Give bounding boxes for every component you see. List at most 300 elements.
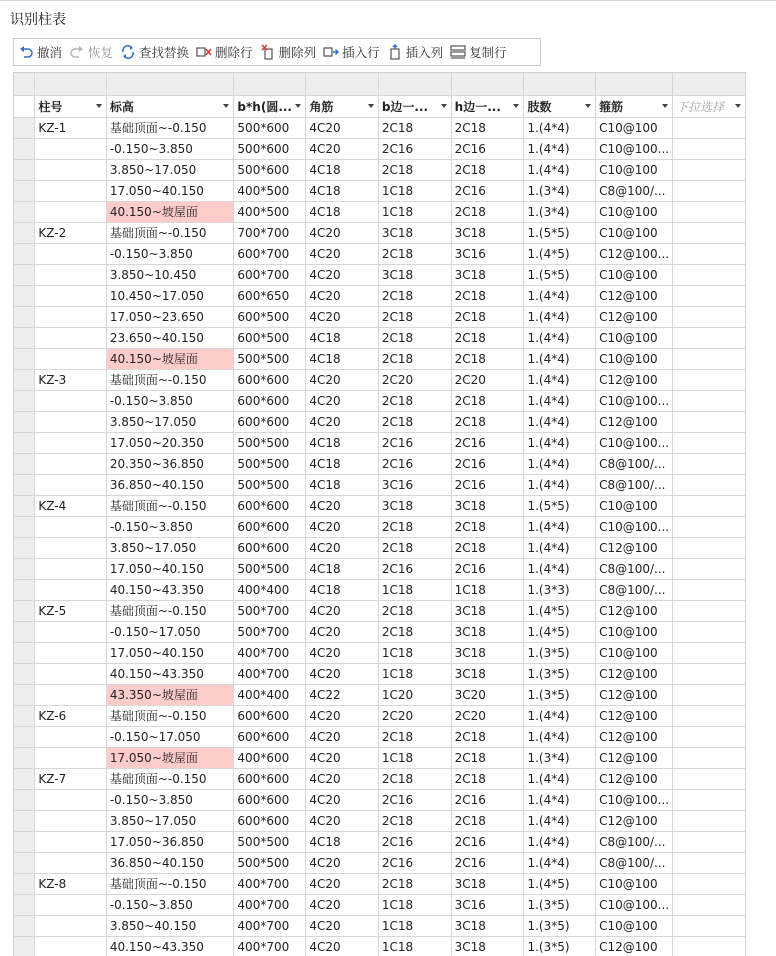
table-cell[interactable]: 43.350~坡屋面 bbox=[106, 684, 234, 705]
table-cell[interactable]: C10@100 bbox=[596, 264, 673, 285]
table-cell[interactable]: 4C20 bbox=[306, 600, 378, 621]
table-cell[interactable]: 1.(4*4) bbox=[524, 453, 596, 474]
table-cell[interactable]: 2C18 bbox=[451, 306, 524, 327]
table-cell[interactable]: 4C20 bbox=[306, 138, 378, 159]
table-cell[interactable]: 4C20 bbox=[306, 243, 378, 264]
table-row[interactable] bbox=[14, 705, 746, 726]
table-cell[interactable] bbox=[673, 663, 746, 684]
table-cell[interactable] bbox=[35, 537, 106, 558]
row-header[interactable] bbox=[14, 579, 35, 600]
table-cell[interactable]: 3C16 bbox=[451, 243, 524, 264]
table-row[interactable] bbox=[14, 390, 746, 411]
row-header[interactable] bbox=[14, 348, 35, 369]
table-cell[interactable] bbox=[35, 642, 106, 663]
table-cell[interactable]: 2C18 bbox=[451, 810, 524, 831]
table-row[interactable] bbox=[14, 180, 746, 201]
table-cell[interactable]: 600*600 bbox=[234, 705, 306, 726]
table-cell[interactable]: 2C16 bbox=[451, 453, 524, 474]
row-header[interactable] bbox=[14, 642, 35, 663]
table-cell[interactable] bbox=[35, 936, 106, 956]
table-cell[interactable]: 500*500 bbox=[234, 831, 306, 852]
table-cell[interactable]: 2C16 bbox=[378, 831, 451, 852]
table-cell[interactable]: 1.(3*4) bbox=[524, 180, 596, 201]
table-cell[interactable] bbox=[35, 684, 106, 705]
row-header[interactable] bbox=[14, 95, 35, 117]
table-cell[interactable] bbox=[35, 747, 106, 768]
table-cell[interactable]: 2C18 bbox=[451, 117, 524, 138]
table-cell[interactable] bbox=[673, 600, 746, 621]
table-cell[interactable]: 36.850~40.150 bbox=[106, 474, 234, 495]
table-cell[interactable]: 1.(4*5) bbox=[524, 873, 596, 894]
table-row[interactable] bbox=[14, 621, 746, 642]
table-cell[interactable]: 1.(4*4) bbox=[524, 705, 596, 726]
table-cell[interactable]: 600*650 bbox=[234, 285, 306, 306]
table-cell[interactable]: 10.450~17.050 bbox=[106, 285, 234, 306]
table-cell[interactable] bbox=[673, 726, 746, 747]
table-cell[interactable]: 500*500 bbox=[234, 852, 306, 873]
table-cell[interactable]: 4C20 bbox=[306, 936, 378, 956]
table-cell[interactable] bbox=[35, 894, 106, 915]
row-header[interactable] bbox=[14, 369, 35, 390]
table-row[interactable] bbox=[14, 936, 746, 956]
table-row[interactable] bbox=[14, 222, 746, 243]
table-cell[interactable]: 2C18 bbox=[451, 747, 524, 768]
table-cell[interactable]: 4C20 bbox=[306, 516, 378, 537]
table-cell[interactable]: 1.(4*4) bbox=[524, 474, 596, 495]
table-cell[interactable]: -0.150~17.050 bbox=[106, 726, 234, 747]
table-cell[interactable]: 3.850~17.050 bbox=[106, 537, 234, 558]
row-header[interactable] bbox=[14, 327, 35, 348]
table-cell[interactable]: 3.850~10.450 bbox=[106, 264, 234, 285]
table-cell[interactable]: KZ-2 bbox=[35, 222, 106, 243]
row-header[interactable] bbox=[14, 852, 35, 873]
table-cell[interactable]: C8@100/... bbox=[596, 831, 673, 852]
table-cell[interactable]: 500*500 bbox=[234, 558, 306, 579]
table-cell[interactable]: 4C20 bbox=[306, 663, 378, 684]
table-cell[interactable]: 700*700 bbox=[234, 222, 306, 243]
table-cell[interactable]: 3C16 bbox=[378, 474, 451, 495]
row-header[interactable] bbox=[14, 474, 35, 495]
table-cell[interactable]: 1C18 bbox=[378, 936, 451, 956]
table-cell[interactable]: 基础顶面~-0.150 bbox=[106, 600, 234, 621]
dropdown-arrow-icon[interactable] bbox=[662, 104, 668, 108]
table-cell[interactable]: C12@100 bbox=[596, 411, 673, 432]
row-header[interactable] bbox=[14, 138, 35, 159]
row-header[interactable] bbox=[14, 873, 35, 894]
row-header[interactable] bbox=[14, 621, 35, 642]
table-cell[interactable]: 4C20 bbox=[306, 537, 378, 558]
corner-cell[interactable] bbox=[14, 73, 35, 95]
table-cell[interactable] bbox=[35, 663, 106, 684]
table-row[interactable] bbox=[14, 915, 746, 936]
table-cell[interactable]: 1C18 bbox=[378, 747, 451, 768]
table-cell[interactable] bbox=[35, 306, 106, 327]
table-cell[interactable]: C12@100 bbox=[596, 810, 673, 831]
table-cell[interactable]: 1.(4*4) bbox=[524, 369, 596, 390]
table-cell[interactable]: C12@100 bbox=[596, 726, 673, 747]
table-cell[interactable]: 4C20 bbox=[306, 495, 378, 516]
table-cell[interactable]: C8@100/... bbox=[596, 474, 673, 495]
row-header[interactable] bbox=[14, 285, 35, 306]
table-cell[interactable]: 2C16 bbox=[378, 789, 451, 810]
table-cell[interactable]: 2C18 bbox=[378, 621, 451, 642]
table-cell[interactable] bbox=[35, 852, 106, 873]
row-header[interactable] bbox=[14, 495, 35, 516]
table-cell[interactable]: 4C20 bbox=[306, 117, 378, 138]
table-cell[interactable]: 3C18 bbox=[451, 663, 524, 684]
table-cell[interactable]: 2C18 bbox=[378, 600, 451, 621]
table-cell[interactable] bbox=[673, 852, 746, 873]
table-cell[interactable]: 1C18 bbox=[378, 180, 451, 201]
table-cell[interactable]: 500*500 bbox=[234, 474, 306, 495]
table-cell[interactable] bbox=[673, 159, 746, 180]
table-cell[interactable]: 17.050~40.150 bbox=[106, 558, 234, 579]
table-cell[interactable]: 3C18 bbox=[451, 915, 524, 936]
table-row[interactable] bbox=[14, 474, 746, 495]
row-header[interactable] bbox=[14, 936, 35, 956]
table-cell[interactable]: 2C18 bbox=[378, 810, 451, 831]
table-cell[interactable]: 1.(3*5) bbox=[524, 936, 596, 956]
table-cell[interactable]: 600*500 bbox=[234, 306, 306, 327]
table-cell[interactable]: 500*500 bbox=[234, 348, 306, 369]
row-header[interactable] bbox=[14, 768, 35, 789]
table-row[interactable] bbox=[14, 138, 746, 159]
table-cell[interactable]: 1C18 bbox=[378, 915, 451, 936]
table-cell[interactable]: 400*400 bbox=[234, 684, 306, 705]
table-cell[interactable]: 2C16 bbox=[378, 432, 451, 453]
table-cell[interactable]: 1C18 bbox=[378, 663, 451, 684]
table-cell[interactable]: 2C18 bbox=[451, 516, 524, 537]
table-cell[interactable]: 1.(4*4) bbox=[524, 831, 596, 852]
table-cell[interactable]: 2C18 bbox=[378, 537, 451, 558]
header-cell[interactable]: 角筋 bbox=[306, 95, 378, 117]
table-cell[interactable]: 1.(3*5) bbox=[524, 642, 596, 663]
table-cell[interactable] bbox=[673, 369, 746, 390]
row-header[interactable] bbox=[14, 705, 35, 726]
table-row[interactable] bbox=[14, 558, 746, 579]
table-cell[interactable]: 4C20 bbox=[306, 306, 378, 327]
table-cell[interactable]: 2C16 bbox=[451, 558, 524, 579]
table-cell[interactable]: C12@100 bbox=[596, 768, 673, 789]
table-cell[interactable]: 36.850~40.150 bbox=[106, 852, 234, 873]
table-cell[interactable]: C10@100 bbox=[596, 495, 673, 516]
table-cell[interactable] bbox=[673, 558, 746, 579]
table-cell[interactable]: 1.(4*4) bbox=[524, 411, 596, 432]
row-header[interactable] bbox=[14, 831, 35, 852]
row-header[interactable] bbox=[14, 159, 35, 180]
table-cell[interactable]: 2C16 bbox=[451, 789, 524, 810]
table-row[interactable] bbox=[14, 726, 746, 747]
table-cell[interactable]: 3.850~17.050 bbox=[106, 159, 234, 180]
table-cell[interactable]: 17.050~23.650 bbox=[106, 306, 234, 327]
insert-col-button[interactable] bbox=[387, 41, 444, 63]
table-cell[interactable]: 2C16 bbox=[451, 831, 524, 852]
table-cell[interactable]: 600*600 bbox=[234, 789, 306, 810]
table-cell[interactable]: 2C16 bbox=[378, 852, 451, 873]
header-placeholder-cell[interactable]: 下拉选择 bbox=[673, 95, 746, 117]
table-cell[interactable]: 1.(4*5) bbox=[524, 621, 596, 642]
table-row[interactable] bbox=[14, 600, 746, 621]
table-cell[interactable]: 3.850~17.050 bbox=[106, 810, 234, 831]
table-cell[interactable]: 基础顶面~-0.150 bbox=[106, 117, 234, 138]
table-cell[interactable]: C8@100/... bbox=[596, 180, 673, 201]
table-row[interactable] bbox=[14, 663, 746, 684]
table-cell[interactable] bbox=[673, 474, 746, 495]
insert-row-button[interactable] bbox=[323, 41, 380, 63]
table-cell[interactable]: 600*700 bbox=[234, 243, 306, 264]
table-cell[interactable] bbox=[35, 348, 106, 369]
table-cell[interactable]: 基础顶面~-0.150 bbox=[106, 768, 234, 789]
table-cell[interactable]: 基础顶面~-0.150 bbox=[106, 705, 234, 726]
row-header[interactable] bbox=[14, 201, 35, 222]
table-cell[interactable]: 20.350~36.850 bbox=[106, 453, 234, 474]
table-cell[interactable]: 4C18 bbox=[306, 579, 378, 600]
table-cell[interactable]: 600*600 bbox=[234, 516, 306, 537]
table-cell[interactable]: 2C18 bbox=[451, 348, 524, 369]
table-cell[interactable] bbox=[673, 495, 746, 516]
table-cell[interactable]: 1.(4*4) bbox=[524, 306, 596, 327]
table-cell[interactable] bbox=[673, 579, 746, 600]
table-cell[interactable]: 600*600 bbox=[234, 726, 306, 747]
table-cell[interactable]: -0.150~3.850 bbox=[106, 243, 234, 264]
table-cell[interactable]: -0.150~3.850 bbox=[106, 138, 234, 159]
table-cell[interactable]: C10@100... bbox=[596, 138, 673, 159]
table-cell[interactable] bbox=[673, 516, 746, 537]
table-cell[interactable]: 3C18 bbox=[378, 222, 451, 243]
table-cell[interactable]: 500*500 bbox=[234, 453, 306, 474]
header-cell[interactable]: b边一... bbox=[378, 95, 451, 117]
undo-button[interactable] bbox=[18, 41, 62, 63]
table-cell[interactable]: 1.(4*4) bbox=[524, 390, 596, 411]
table-cell[interactable]: 400*600 bbox=[234, 747, 306, 768]
table-cell[interactable]: 17.050~40.150 bbox=[106, 642, 234, 663]
table-cell[interactable] bbox=[673, 411, 746, 432]
table-row[interactable] bbox=[14, 768, 746, 789]
table-cell[interactable]: 400*700 bbox=[234, 894, 306, 915]
table-cell[interactable] bbox=[673, 642, 746, 663]
table-cell[interactable]: 3C18 bbox=[451, 495, 524, 516]
table-cell[interactable]: 1.(4*4) bbox=[524, 432, 596, 453]
table-cell[interactable]: C10@100 bbox=[596, 915, 673, 936]
row-header[interactable] bbox=[14, 264, 35, 285]
table-cell[interactable]: C10@100... bbox=[596, 390, 673, 411]
table-cell[interactable] bbox=[673, 831, 746, 852]
table-cell[interactable]: 2C18 bbox=[378, 285, 451, 306]
row-header[interactable] bbox=[14, 390, 35, 411]
table-cell[interactable]: 2C18 bbox=[378, 873, 451, 894]
table-cell[interactable]: 400*500 bbox=[234, 201, 306, 222]
table-cell[interactable]: 3C18 bbox=[451, 936, 524, 956]
header-cell[interactable]: b*h(圆... bbox=[234, 95, 306, 117]
table-cell[interactable] bbox=[35, 579, 106, 600]
table-cell[interactable]: 2C18 bbox=[378, 306, 451, 327]
table-cell[interactable]: C12@100 bbox=[596, 663, 673, 684]
table-cell[interactable]: 4C18 bbox=[306, 348, 378, 369]
row-header[interactable] bbox=[14, 117, 35, 138]
table-cell[interactable]: 500*700 bbox=[234, 600, 306, 621]
dropdown-arrow-icon[interactable] bbox=[441, 104, 447, 108]
table-cell[interactable]: C12@100 bbox=[596, 684, 673, 705]
table-cell[interactable]: 400*700 bbox=[234, 873, 306, 894]
row-header[interactable] bbox=[14, 411, 35, 432]
table-row[interactable] bbox=[14, 369, 746, 390]
table-cell[interactable]: 500*600 bbox=[234, 117, 306, 138]
table-cell[interactable]: 40.150~坡屋面 bbox=[106, 348, 234, 369]
table-cell[interactable]: C12@100 bbox=[596, 705, 673, 726]
table-cell[interactable]: C8@100/... bbox=[596, 558, 673, 579]
table-cell[interactable]: C12@100... bbox=[596, 243, 673, 264]
table-cell[interactable]: 500*600 bbox=[234, 159, 306, 180]
table-cell[interactable]: 1.(4*4) bbox=[524, 327, 596, 348]
table-cell[interactable] bbox=[673, 684, 746, 705]
table-cell[interactable]: C10@100 bbox=[596, 159, 673, 180]
table-cell[interactable]: 1.(5*5) bbox=[524, 495, 596, 516]
table-cell[interactable]: C12@100 bbox=[596, 747, 673, 768]
table-row[interactable] bbox=[14, 495, 746, 516]
table-cell[interactable] bbox=[35, 201, 106, 222]
table-row[interactable] bbox=[14, 642, 746, 663]
redo-button[interactable] bbox=[69, 41, 113, 63]
table-cell[interactable] bbox=[673, 453, 746, 474]
table-cell[interactable]: 600*600 bbox=[234, 537, 306, 558]
table-cell[interactable] bbox=[35, 726, 106, 747]
row-header[interactable] bbox=[14, 747, 35, 768]
row-header[interactable] bbox=[14, 537, 35, 558]
table-row[interactable] bbox=[14, 516, 746, 537]
table-cell[interactable]: C8@100/... bbox=[596, 579, 673, 600]
table-cell[interactable]: 4C20 bbox=[306, 915, 378, 936]
table-cell[interactable]: KZ-8 bbox=[35, 873, 106, 894]
table-cell[interactable]: 4C18 bbox=[306, 180, 378, 201]
table-row[interactable] bbox=[14, 873, 746, 894]
table-cell[interactable] bbox=[673, 285, 746, 306]
table-cell[interactable]: 2C18 bbox=[378, 243, 451, 264]
table-row[interactable] bbox=[14, 306, 746, 327]
table-cell[interactable]: 1.(4*4) bbox=[524, 348, 596, 369]
table-cell[interactable]: 1.(4*4) bbox=[524, 537, 596, 558]
table-cell[interactable]: C10@100... bbox=[596, 516, 673, 537]
table-row[interactable] bbox=[14, 411, 746, 432]
table-cell[interactable] bbox=[35, 390, 106, 411]
table-cell[interactable]: C12@100 bbox=[596, 936, 673, 956]
table-cell[interactable]: 1.(4*4) bbox=[524, 117, 596, 138]
table-cell[interactable]: C10@100 bbox=[596, 201, 673, 222]
table-cell[interactable]: 1.(4*4) bbox=[524, 516, 596, 537]
table-cell[interactable]: 4C18 bbox=[306, 453, 378, 474]
table-cell[interactable]: 1.(4*4) bbox=[524, 558, 596, 579]
table-cell[interactable]: 4C20 bbox=[306, 789, 378, 810]
delete-row-button[interactable] bbox=[196, 41, 253, 63]
table-cell[interactable]: 基础顶面~-0.150 bbox=[106, 369, 234, 390]
table-cell[interactable] bbox=[673, 222, 746, 243]
row-header[interactable] bbox=[14, 894, 35, 915]
table-cell[interactable]: 3.850~40.150 bbox=[106, 915, 234, 936]
table-cell[interactable]: 3C18 bbox=[378, 495, 451, 516]
table-cell[interactable] bbox=[673, 117, 746, 138]
table-cell[interactable]: 2C18 bbox=[378, 327, 451, 348]
table-cell[interactable]: 2C20 bbox=[451, 705, 524, 726]
table-cell[interactable]: 2C18 bbox=[451, 411, 524, 432]
table-cell[interactable]: 4C20 bbox=[306, 768, 378, 789]
row-header[interactable] bbox=[14, 243, 35, 264]
dropdown-arrow-icon[interactable] bbox=[735, 104, 741, 108]
table-cell[interactable]: 2C18 bbox=[451, 159, 524, 180]
table-cell[interactable]: 17.050~36.850 bbox=[106, 831, 234, 852]
table-cell[interactable]: 3C16 bbox=[451, 894, 524, 915]
table-cell[interactable]: 400*500 bbox=[234, 180, 306, 201]
table-cell[interactable] bbox=[673, 390, 746, 411]
table-cell[interactable]: 3C18 bbox=[451, 264, 524, 285]
table-cell[interactable]: 400*700 bbox=[234, 936, 306, 956]
table-row[interactable] bbox=[14, 684, 746, 705]
table-cell[interactable]: 3C18 bbox=[451, 642, 524, 663]
table-cell[interactable]: 2C18 bbox=[451, 768, 524, 789]
row-header[interactable] bbox=[14, 600, 35, 621]
table-cell[interactable]: 40.150~坡屋面 bbox=[106, 201, 234, 222]
table-row[interactable] bbox=[14, 201, 746, 222]
table-row[interactable] bbox=[14, 852, 746, 873]
table-cell[interactable]: 1.(4*5) bbox=[524, 243, 596, 264]
header-cell[interactable]: 肢数 bbox=[524, 95, 596, 117]
table-cell[interactable]: 2C16 bbox=[451, 852, 524, 873]
table-row[interactable] bbox=[14, 432, 746, 453]
table-cell[interactable]: 2C16 bbox=[378, 453, 451, 474]
table-cell[interactable]: 4C20 bbox=[306, 705, 378, 726]
table-cell[interactable]: 1.(5*5) bbox=[524, 222, 596, 243]
table-cell[interactable]: 3.850~17.050 bbox=[106, 411, 234, 432]
table-cell[interactable] bbox=[35, 285, 106, 306]
table-cell[interactable]: 500*700 bbox=[234, 621, 306, 642]
table-cell[interactable]: 4C20 bbox=[306, 285, 378, 306]
table-cell[interactable]: 1.(3*5) bbox=[524, 894, 596, 915]
table-cell[interactable]: 4C20 bbox=[306, 390, 378, 411]
table-cell[interactable] bbox=[673, 243, 746, 264]
table-row[interactable] bbox=[14, 348, 746, 369]
table-cell[interactable]: C10@100 bbox=[596, 621, 673, 642]
row-header[interactable] bbox=[14, 558, 35, 579]
table-cell[interactable]: 1.(4*4) bbox=[524, 768, 596, 789]
table-cell[interactable]: KZ-3 bbox=[35, 369, 106, 390]
table-cell[interactable]: KZ-6 bbox=[35, 705, 106, 726]
table-row[interactable] bbox=[14, 453, 746, 474]
table-cell[interactable] bbox=[673, 327, 746, 348]
table-cell[interactable]: 2C18 bbox=[378, 117, 451, 138]
table-cell[interactable]: 1C18 bbox=[378, 642, 451, 663]
table-cell[interactable]: 1.(4*4) bbox=[524, 159, 596, 180]
table-cell[interactable]: 4C18 bbox=[306, 831, 378, 852]
table-cell[interactable]: 4C20 bbox=[306, 411, 378, 432]
table-row[interactable] bbox=[14, 285, 746, 306]
table-cell[interactable] bbox=[35, 138, 106, 159]
table-cell[interactable] bbox=[35, 915, 106, 936]
table-cell[interactable]: -0.150~3.850 bbox=[106, 789, 234, 810]
table-row[interactable] bbox=[14, 243, 746, 264]
table-cell[interactable]: 600*600 bbox=[234, 411, 306, 432]
table-cell[interactable]: KZ-7 bbox=[35, 768, 106, 789]
table-cell[interactable] bbox=[673, 180, 746, 201]
table-cell[interactable]: 17.050~坡屋面 bbox=[106, 747, 234, 768]
table-cell[interactable]: 1.(3*3) bbox=[524, 579, 596, 600]
table-cell[interactable] bbox=[35, 327, 106, 348]
table-cell[interactable] bbox=[35, 411, 106, 432]
table-cell[interactable]: 4C18 bbox=[306, 558, 378, 579]
table-cell[interactable]: 500*500 bbox=[234, 432, 306, 453]
table-cell[interactable] bbox=[35, 474, 106, 495]
table-cell[interactable] bbox=[673, 348, 746, 369]
table-cell[interactable] bbox=[35, 831, 106, 852]
table-cell[interactable]: KZ-5 bbox=[35, 600, 106, 621]
row-header[interactable] bbox=[14, 306, 35, 327]
